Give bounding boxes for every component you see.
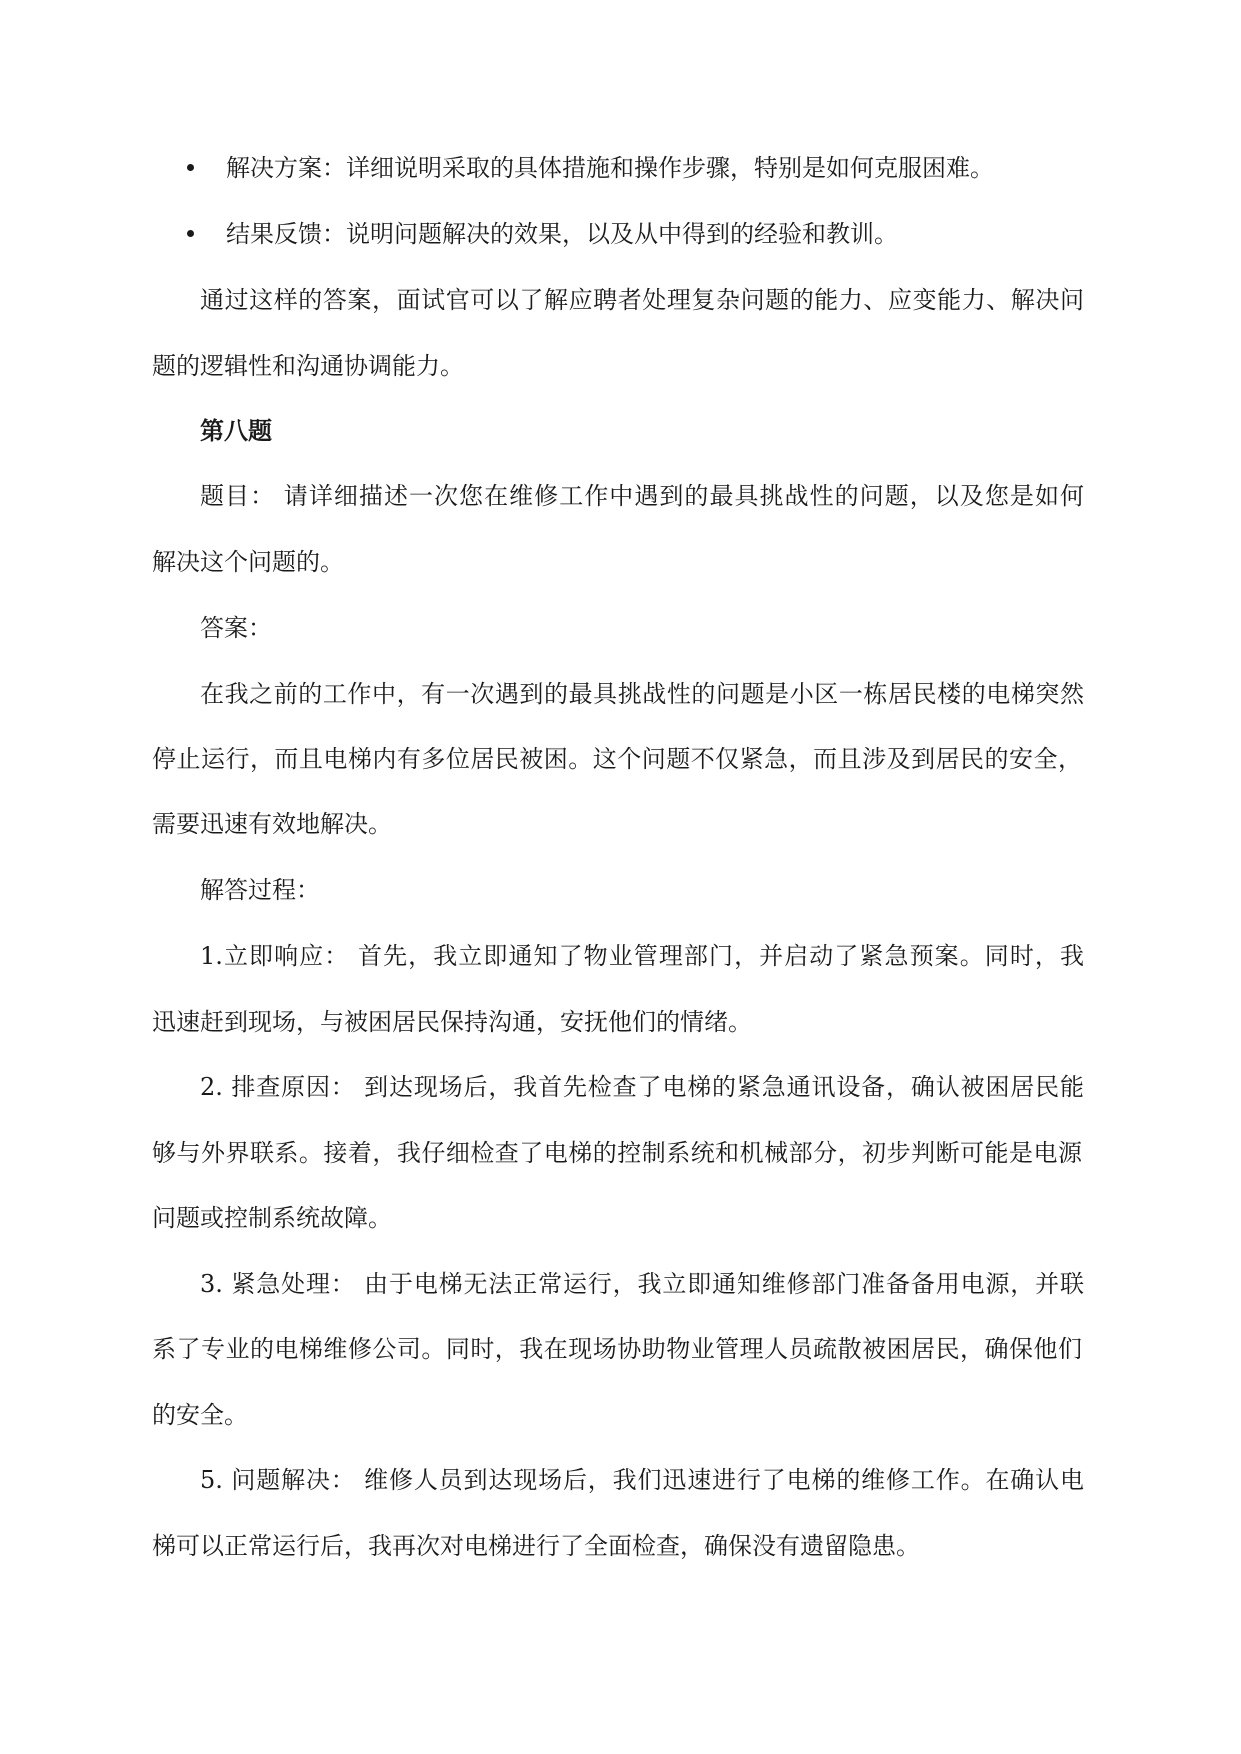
step-line: 系了专业的电梯维修公司。同时，我在现场协助物业管理人员疏散被困居民，确保他们 <box>152 1335 1082 1363</box>
question-line: 解决这个问题的。 <box>152 548 344 576</box>
bullet-dot-icon <box>187 164 194 171</box>
bullet-item: 结果反馈：说明问题解决的效果，以及从中得到的经验和教训。 <box>226 220 898 248</box>
step-line: 2. 排查原因： 到达现场后，我首先检查了电梯的紧急通讯设备，确认被困居民能 <box>200 1073 1084 1101</box>
answer-label: 答案： <box>200 614 272 642</box>
answer-intro-line: 在我之前的工作中，有一次遇到的最具挑战性的问题是小区一栋居民楼的电梯突然 <box>200 680 1084 708</box>
question-line: 题目： 请详细描述一次您在维修工作中遇到的最具挑战性的问题，以及您是如何 <box>200 482 1084 510</box>
step-line: 的安全。 <box>152 1401 248 1429</box>
bullet-item: 解决方案：详细说明采取的具体措施和操作步骤，特别是如何克服困难。 <box>226 154 994 182</box>
step-line: 够与外界联系。接着，我仔细检查了电梯的控制系统和机械部分，初步判断可能是电源 <box>152 1139 1082 1167</box>
bullet-dot-icon <box>187 230 194 237</box>
summary-line: 题的逻辑性和沟通协调能力。 <box>152 352 464 380</box>
section-title: 第八题 <box>200 416 272 445</box>
step-line: 问题或控制系统故障。 <box>152 1204 392 1232</box>
step-line: 1.立即响应： 首先，我立即通知了物业管理部门，并启动了紧急预案。同时，我 <box>200 942 1084 970</box>
step-line: 迅速赶到现场，与被困居民保持沟通，安抚他们的情绪。 <box>152 1008 752 1036</box>
answer-intro-line: 需要迅速有效地解决。 <box>152 810 392 838</box>
summary-line: 通过这样的答案，面试官可以了解应聘者处理复杂问题的能力、应变能力、解决问 <box>200 286 1084 314</box>
step-line: 梯可以正常运行后，我再次对电梯进行了全面检查，确保没有遗留隐患。 <box>152 1532 920 1560</box>
answer-intro-line: 停止运行，而且电梯内有多位居民被困。这个问题不仅紧急，而且涉及到居民的安全， <box>152 745 1082 773</box>
process-label: 解答过程： <box>200 876 320 904</box>
step-line: 3. 紧急处理： 由于电梯无法正常运行，我立即通知维修部门准备备用电源，并联 <box>200 1270 1084 1298</box>
step-line: 5. 问题解决： 维修人员到达现场后，我们迅速进行了电梯的维修工作。在确认电 <box>200 1466 1084 1494</box>
